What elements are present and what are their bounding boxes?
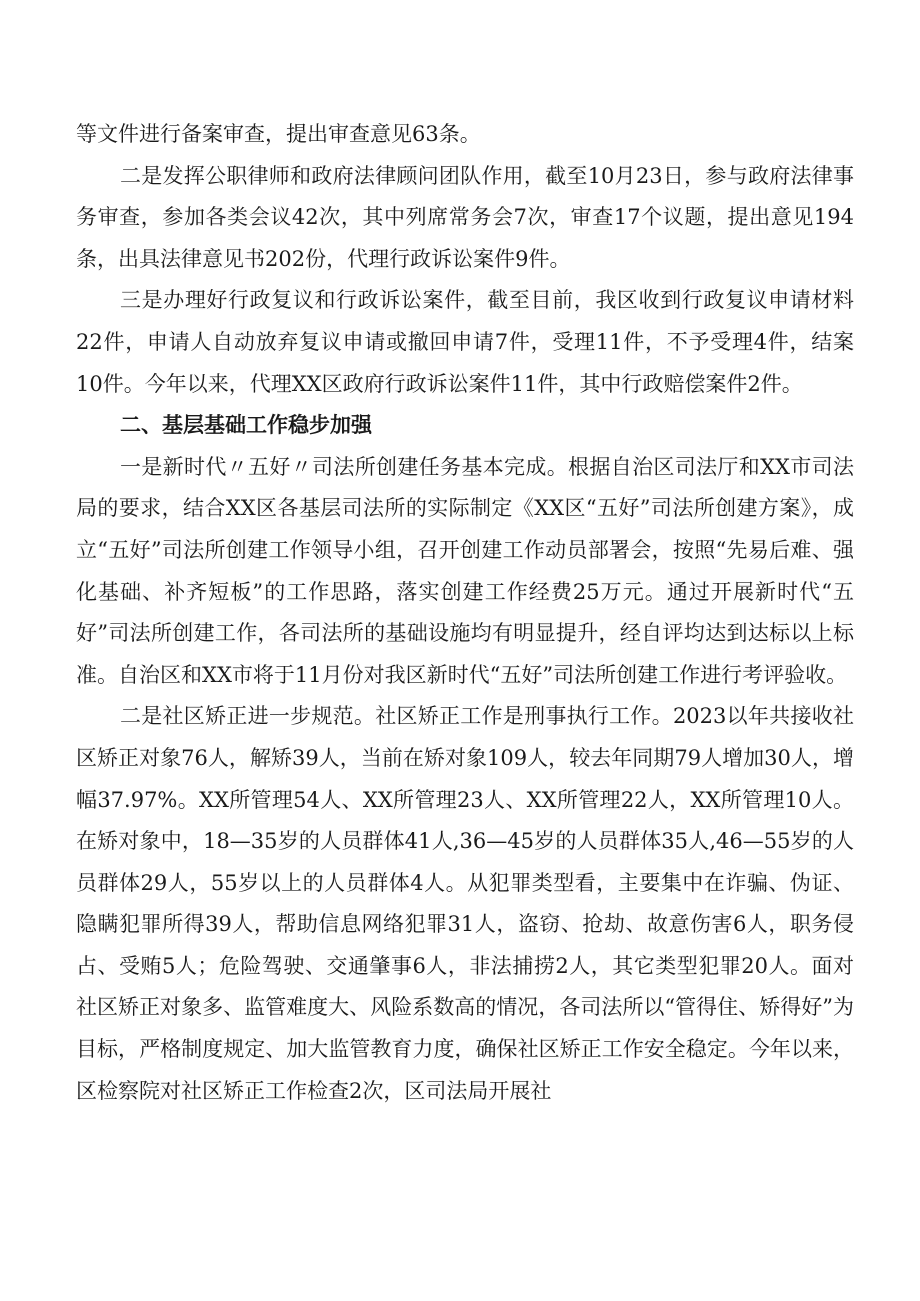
section-heading: 二、基层基础工作稳步加强 bbox=[120, 413, 372, 438]
document-body bbox=[76, 114, 854, 1112]
paragraph-administrative-review: 三是办理好行政复议和行政诉讼案件，截至目前，我区收到行政复议申请材料22件，申请人自动放弃复议申请或撤回申请7件，受理11件，不予受理4件，结案10件。今年以来，代理XX区政府行政诉讼案件11件，其中行政赔偿案件2件。 bbox=[76, 288, 854, 396]
paragraph-continuation: 等文件进行备案审查，提出审查意见63条。 bbox=[76, 122, 481, 146]
paragraph-five-good-offices: 一是新时代〃五好〃司法所创建任务基本完成。根据自治区司法厅和XX市司法局的要求，结合XX区各基层司法所的实际制定《XX区“五好”司法所创建方案》，成立“五好”司法所创建工作领导小组，召开创建工作动员部署会，按照“先易后难、强化基础、补齐短板”的工作思路，落实创建工作经费25万元。通过开展新时代“五好”司法所创建工作，各司法所的基础设施均有明显提升，经自评均达到达标以上标准。自治区和XX市将于11月份对我区新时代“五好”司法所创建工作进行考评验收。 bbox=[76, 454, 854, 687]
paragraph-legal-advisors: 二是发挥公职律师和政府法律顾问团队作用，截至10月23日，参与政府法律事务审查，参加各类会议42次，其中列席常务会7次，审查17个议题，提出意见194条，出具法律意见书202份，代理行政诉讼案件9件。 bbox=[76, 163, 854, 271]
paragraph-community-correction: 二是社区矫正进一步规范。社区矫正工作是刑事执行工作。2023以年共接收社区矫正对象76人，解矫39人，当前在矫对象109人，较去年同期79人增加30人，增幅37.97%。XX所管理54人、XX所管理23人、XX所管理22人，XX所管理10人。在矫对象中，18—35岁的人员群体41人,36—45岁的人员群体35人,46—55岁的人员群体29人，55岁以上的人员群体4人。从犯罪类型看，主要集中在诈骗、伪证、隐瞒犯罪所得39人，帮助信息网络犯罪31人，盗窃、抢劫、故意伤害6人，职务侵占、受贿5人；危险驾驶、交通肇事6人，非法捕捞2人，其它类型犯罪20人。面对社区矫正对象多、监管难度大、风险系数高的情况，各司法所以“管得住、矫得好”为目标，严格制度规定、加大监管教育力度，确保社区矫正工作安全稳定。今年以来，区检察院对社区矫正工作检查2次，区司法局开展社 bbox=[76, 704, 854, 1103]
